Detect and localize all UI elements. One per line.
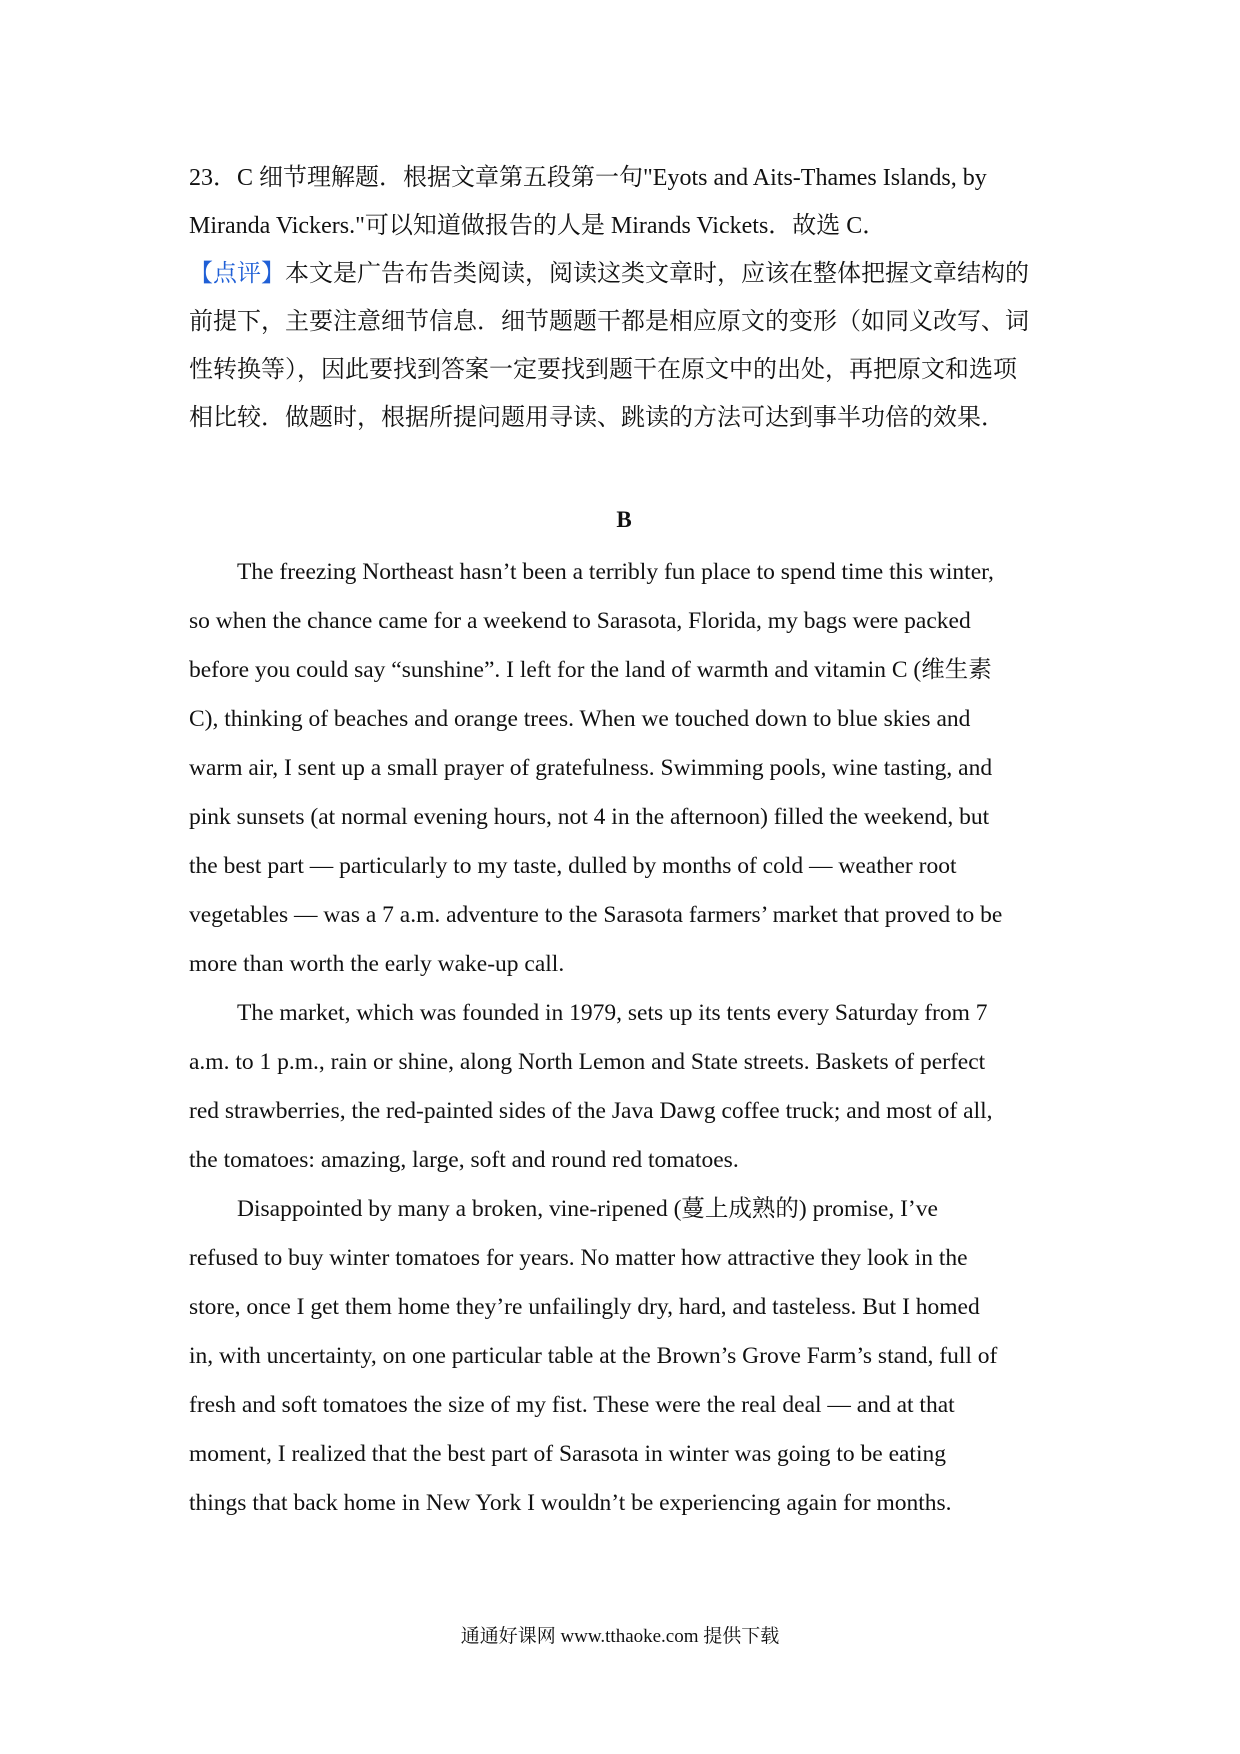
comment-line-4: 相比较．做题时，根据所提问题用寻读、跳读的方法可达到事半功倍的效果．	[189, 405, 1005, 431]
paragraph-line: things that back home in New York I wouldn’t be experiencing again for months.	[189, 1490, 952, 1516]
paragraph-line: a.m. to 1 p.m., rain or shine, along North Lemon and State streets. Baskets of perfect	[189, 1049, 986, 1075]
paragraph-line: vegetables — was a 7 a.m. adventure to the Sarasota farmers’ market that proved to be	[189, 902, 1003, 928]
answer-block	[189, 154, 1059, 442]
comment-line-2: 前提下，主要注意细节信息．细节题题干都是相应原文的变形（如同义改写、词	[189, 309, 1029, 335]
paragraph-2	[189, 989, 1065, 1185]
paragraph-line: the tomatoes: amazing, large, soft and round red tomatoes.	[189, 1147, 739, 1173]
paragraph-line: pink sunsets (at normal evening hours, not 4 in the afternoon) filled the weekend, but	[189, 804, 990, 830]
comment-text-1: 本文是广告布告类阅读，阅读这类文章时，应该在整体把握文章结构的	[285, 261, 1029, 287]
paragraph-line: store, once I get them home they’re unfailingly dry, hard, and tasteless. But I homed	[189, 1294, 980, 1320]
answer-line-1: 23．C 细节理解题．根据文章第五段第一句"Eyots and Aits-Thames Islands, by	[189, 165, 987, 191]
paragraph-line: C), thinking of beaches and orange trees. When we touched down to blue skies and	[189, 706, 971, 732]
paragraph-line: The freezing Northeast hasn’t been a terribly fun place to spend time this winter,	[237, 559, 994, 585]
comment-tag: 【点评】	[189, 261, 285, 287]
answer-line-2: Miranda Vickers."可以知道做报告的人是 Mirands Vickets．故选 C．	[189, 213, 887, 239]
paragraph-line: moment, I realized that the best part of Sarasota in winter was going to be eating	[189, 1441, 946, 1467]
paragraph-line: in, with uncertainty, on one particular table at the Brown’s Grove Farm’s stand, full of	[189, 1343, 998, 1369]
article-body	[189, 548, 1065, 1528]
page-footer: 通通好课网 www.tthaoke.com 提供下载	[460, 1626, 780, 1647]
paragraph-line: warm air, I sent up a small prayer of gratefulness. Swimming pools, wine tasting, and	[189, 755, 993, 781]
paragraph-line: fresh and soft tomatoes the size of my fist. These were the real deal — and at that	[189, 1392, 955, 1418]
paragraph-line: before you could say “sunshine”. I left for the land of warmth and vitamin C (维生素	[189, 657, 992, 683]
answer-explanation	[189, 154, 1059, 442]
paragraph-line: Disappointed by many a broken, vine-ripened (蔓上成熟的) promise, I’ve	[237, 1196, 938, 1222]
paragraph-3	[189, 1185, 1065, 1528]
paragraph-line: red strawberries, the red-painted sides of the Java Dawg coffee truck; and most of all,	[189, 1098, 993, 1124]
comment-line-3: 性转换等），因此要找到答案一定要找到题干在原文中的出处，再把原文和选项	[189, 357, 1017, 383]
paragraph-line: so when the chance came for a weekend to Sarasota, Florida, my bags were packed	[189, 608, 971, 634]
paragraph-line: The market, which was founded in 1979, sets up its tents every Saturday from 7	[237, 1000, 988, 1026]
paragraph-line: more than worth the early wake-up call.	[189, 951, 565, 977]
paragraph-1	[189, 548, 1065, 989]
paragraph-line: the best part — particularly to my taste, dulled by months of cold — weather root	[189, 853, 957, 879]
paragraph-line: refused to buy winter tomatoes for years. No matter how attractive they look in the	[189, 1245, 968, 1271]
section-title: B	[616, 507, 632, 532]
comment-line-1	[189, 250, 1059, 298]
